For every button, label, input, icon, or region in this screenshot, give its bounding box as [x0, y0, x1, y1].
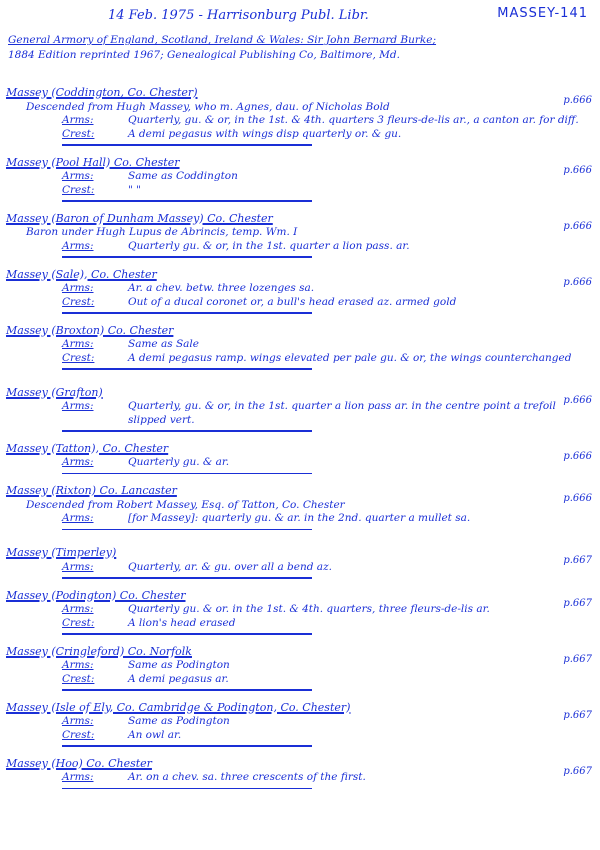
entry-title: Massey (Coddington, Co. Chester) [6, 86, 198, 99]
heraldry-entry [6, 86, 596, 146]
entry-title: Massey (Broxton) Co. Chester [6, 323, 174, 337]
entry-line-text: Same as Coddington [128, 170, 238, 182]
entry-divider [62, 473, 312, 475]
heraldry-entry [6, 546, 596, 579]
entry-page-ref: p.667 [563, 555, 592, 566]
entry-line-label: Crest: [62, 616, 95, 629]
entry-line [6, 170, 596, 184]
entry-line [6, 296, 596, 310]
entry-line-label: Arms: [62, 400, 94, 412]
entry-page-ref: p.666 [563, 450, 592, 462]
entry-line-text: A demi pegasus ramp. wings elevated per pale gu. & or, the wings counterchanged [128, 351, 572, 364]
heraldry-entry [6, 212, 596, 258]
entry-divider [62, 312, 312, 314]
entry-line [6, 673, 596, 687]
entry-divider [62, 200, 312, 202]
entry-line-label: Arms: [62, 560, 94, 573]
entry-divider [62, 144, 312, 146]
entry-line-label: Arms: [62, 715, 94, 727]
entry-title: Massey (Pool Hall) Co. Chester [6, 155, 180, 169]
entry-description: Baron under Hugh Lupus de Abrincis, temp. Wm. I [26, 226, 298, 238]
entry-line-label: Arms: [62, 282, 94, 294]
entry-line [6, 561, 596, 575]
entry-line [6, 184, 596, 198]
entry-page-ref: p.667 [563, 597, 592, 609]
entry-line-text: Quarterly gu. & ar. [128, 456, 230, 468]
entry-page-ref: p.666 [563, 276, 592, 288]
heraldry-entry [6, 156, 596, 202]
entry-line [6, 729, 596, 743]
entry-line [6, 617, 596, 631]
heraldry-entry [6, 442, 596, 475]
entries-list [6, 86, 596, 789]
entry-line-text: Same as Podington [128, 715, 230, 727]
entry-line-label: Arms: [62, 170, 94, 182]
entry-line-text: Same as Sale [128, 338, 199, 350]
entry-line [6, 512, 596, 526]
entry-divider [62, 368, 312, 370]
entry-line [6, 338, 596, 352]
entry-line-label: Crest: [62, 295, 95, 308]
heraldry-entry [6, 386, 596, 432]
entry-line-text: " " [128, 183, 141, 196]
entry-page-ref: p.666 [563, 493, 592, 504]
entry-page-ref: p.666 [563, 394, 592, 406]
entry-description: Descended from Hugh Massey, who m. Agnes, dau. of Nicholas Bold [26, 100, 390, 113]
entry-title: Massey (Hoo) Co. Chester [6, 756, 152, 770]
entry-line-text: [for Massey]: quarterly gu. & ar. in the 2nd. quarter a mullet sa. [128, 512, 471, 524]
entry-divider [62, 689, 312, 691]
entry-line-label: Arms: [62, 512, 94, 524]
entry-line-label: Arms: [62, 114, 94, 126]
entry-line-text: A lion's head erased [128, 616, 236, 629]
entry-line [6, 659, 596, 673]
entry-line-label: Arms: [62, 239, 94, 252]
entry-line-text: Ar. a chev. betw. three lozenges sa. [128, 282, 315, 294]
entry-title: Massey (Timperley) [6, 546, 117, 559]
heraldry-entry [6, 268, 596, 314]
entry-page-ref: p.667 [563, 653, 592, 665]
entry-divider [62, 788, 312, 790]
entry-description: Descended from Robert Massey, Esq. of Tatton, Co. Chester [26, 498, 345, 511]
entry-title: Massey (Rixton) Co. Lancaster [6, 484, 177, 497]
entry-title: Massey (Podington) Co. Chester [6, 588, 186, 602]
entry-line [6, 456, 596, 470]
document-code: MASSEY-141 [497, 6, 588, 21]
entry-line-text: An owl ar. [128, 728, 182, 741]
header-date: 14 Feb. 1975 - Harrisonburg Publ. Libr. [108, 8, 369, 23]
entry-line-label: Arms: [62, 338, 94, 350]
entry-line-text: Quarterly, gu. & or, in the 1st. & 4th. quarters 3 fleurs-de-lis ar., a canton ar. for diff. [128, 114, 579, 126]
entry-divider [62, 430, 312, 432]
entry-line-text: Out of a ducal coronet or, a bull's head erased az. armed gold [128, 295, 457, 308]
entry-line-label: Crest: [62, 728, 95, 741]
entry-line-text: A demi pegasus ar. [128, 672, 229, 685]
entry-divider [62, 633, 312, 635]
entry-line-label: Crest: [62, 127, 95, 140]
entry-line [6, 771, 596, 785]
entry-title: Massey (Sale), Co. Chester [6, 267, 157, 281]
entry-line-label: Arms: [62, 771, 94, 783]
entry-line [6, 282, 596, 296]
entry-page-ref: p.666 [563, 164, 592, 176]
entry-title: Massey (Baron of Dunham Massey) Co. Chester [6, 211, 273, 225]
entry-line-text: Same as Podington [128, 659, 230, 671]
entry-line-label: Arms: [62, 603, 94, 615]
heraldry-entry [6, 589, 596, 635]
entry-line-label: Crest: [62, 351, 95, 364]
entry-line [6, 240, 596, 254]
heraldry-entry [6, 701, 596, 747]
entry-line-text: A demi pegasus with wings disp quarterly or. & gu. [128, 127, 402, 140]
source-line-1: General Armory of England, Scotland, Ireland & Wales: Sir John Bernard Burke; [8, 34, 437, 46]
heraldry-entry [6, 484, 596, 530]
heraldry-entry [6, 324, 596, 370]
entry-line-text: Quarterly, gu. & or, in the 1st. quarter a lion pass ar. in the centre point a trefoil slipped vert. [128, 400, 556, 426]
entry-line [6, 400, 596, 427]
entry-title: Massey (Isle of Ely, Co. Cambridge & Podington, Co. Chester) [6, 700, 351, 714]
entry-title: Massey (Grafton) [6, 385, 103, 399]
entry-line [6, 114, 596, 128]
entry-line [6, 128, 596, 142]
entry-page-ref: p.666 [563, 95, 592, 106]
entry-line-text: Quarterly gu. & or, in the 1st. quarter a lion pass. ar. [128, 239, 410, 252]
source-citation [8, 33, 593, 63]
entry-page-ref: p.667 [563, 765, 592, 777]
entry-line-text: Ar. on a chev. sa. three crescents of the first. [128, 771, 366, 783]
page-header [0, 6, 600, 26]
entry-line-label: Crest: [62, 183, 95, 196]
entry-divider [62, 256, 312, 258]
entry-line [6, 715, 596, 729]
entry-line [6, 352, 596, 366]
heraldry-entry [6, 757, 596, 790]
entry-divider [62, 529, 312, 531]
entry-line-label: Arms: [62, 456, 94, 468]
entry-line [6, 603, 596, 617]
entry-line-text: Quarterly, ar. & gu. over all a bend az. [128, 560, 332, 573]
source-line-2: 1884 Edition reprinted 1967; Genealogical Publishing Co, Baltimore, Md. [8, 49, 400, 61]
entry-page-ref: p.666 [563, 220, 592, 232]
heraldry-entry [6, 645, 596, 691]
entry-page-ref: p.667 [563, 709, 592, 721]
entry-title: Massey (Tatton), Co. Chester [6, 441, 169, 455]
entry-divider [62, 745, 312, 747]
entry-line-label: Arms: [62, 659, 94, 671]
entry-line-label: Crest: [62, 672, 95, 685]
entry-title: Massey (Cringleford) Co. Norfolk [6, 644, 192, 658]
entry-line-text: Quarterly gu. & or. in the 1st. & 4th. quarters, three fleurs-de-lis ar. [128, 603, 490, 615]
entry-divider [62, 577, 312, 579]
